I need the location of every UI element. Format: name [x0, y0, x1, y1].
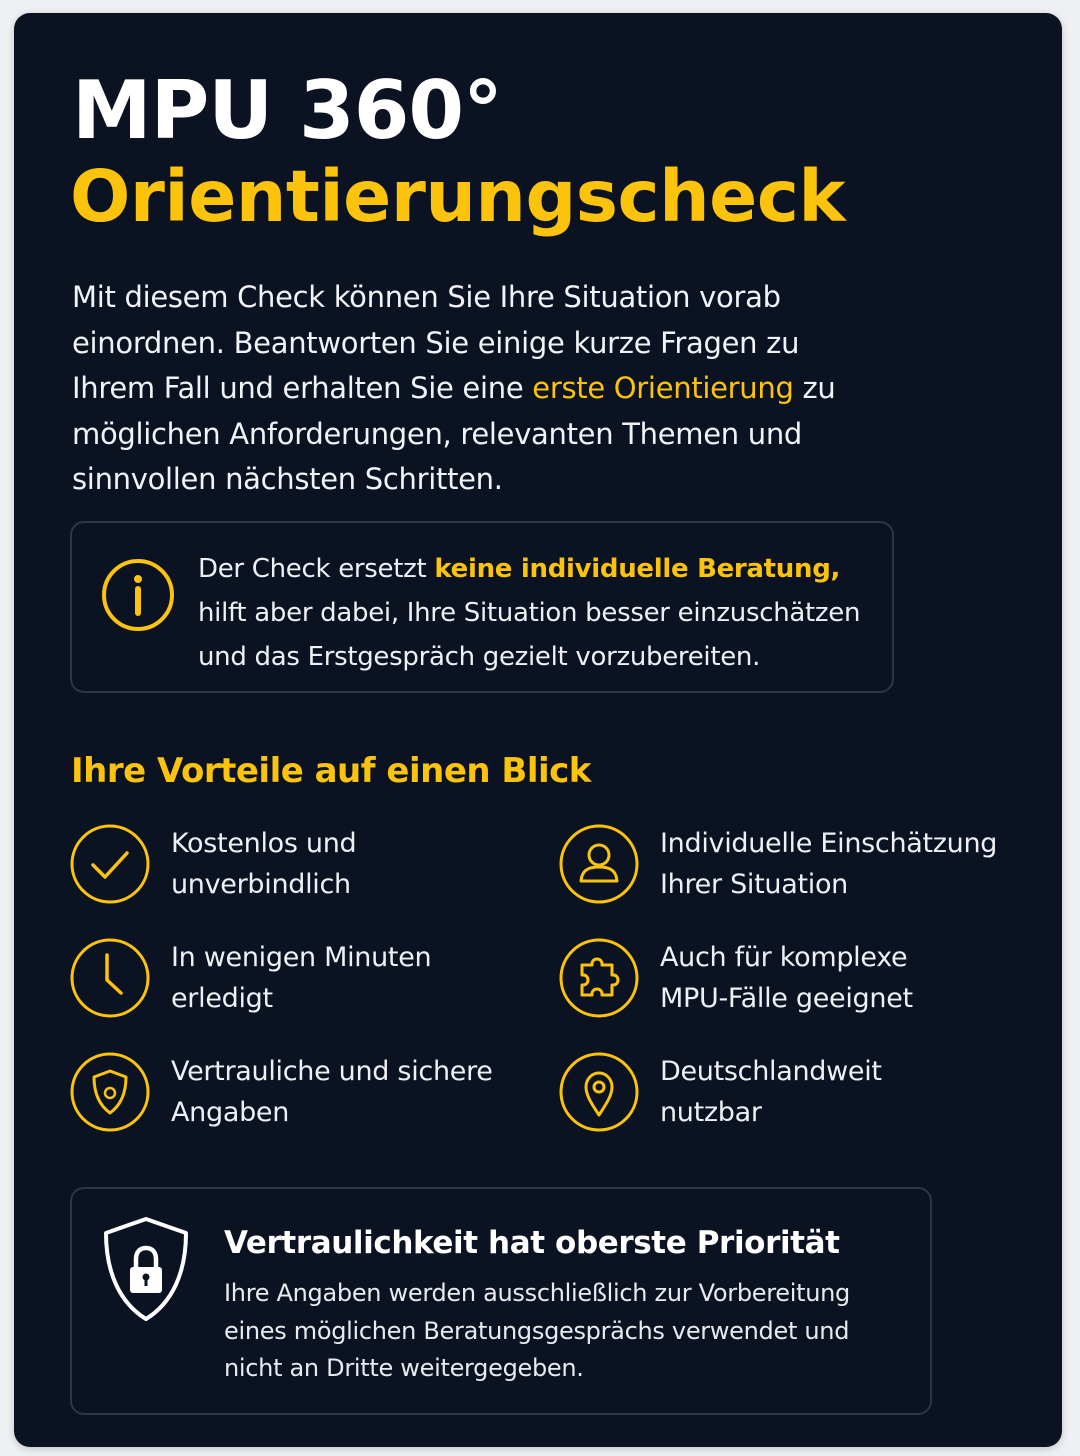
intro-text — [72, 275, 882, 503]
intro-text-end: zu möglichen Anforderungen, relevanten Themen und sinnvollen nächsten Schritten. — [72, 371, 836, 497]
benefit-item-secure — [69, 1047, 529, 1137]
benefit-text: In wenigen Minuten erledigt — [171, 942, 432, 1014]
info-note-box — [70, 521, 894, 693]
benefit-item-free — [69, 819, 529, 909]
page-title: MPU 360° — [72, 64, 503, 157]
puzzle-icon — [558, 937, 640, 1019]
benefit-text: Deutschlandweit nutzbar — [660, 1056, 882, 1128]
intro-highlight: erste Orientierung — [532, 371, 794, 406]
benefits-heading: Ihre Vorteile auf einen Blick — [71, 751, 591, 791]
benefit-text: Vertrauliche und sichere Angaben — [171, 1056, 493, 1128]
note-highlight: keine individuelle Beratung, — [434, 554, 841, 584]
orientation-check-card — [14, 13, 1062, 1447]
info-note-text — [198, 547, 888, 679]
benefit-item-quick — [69, 933, 529, 1023]
privacy-box — [70, 1187, 932, 1415]
benefit-text: Kostenlos und unverbindlich — [171, 828, 357, 900]
page-subtitle: Orientierungscheck — [70, 155, 846, 238]
info-icon — [100, 557, 176, 633]
location-pin-icon — [558, 1051, 640, 1133]
shield-icon — [69, 1051, 151, 1133]
user-icon — [558, 823, 640, 905]
intro-text-start: Mit diesem Check können Sie Ihre Situation vorab einordnen. Beantworten Sie einige kurze Fragen zu Ihrem Fall und erhalten Sie eine — [72, 280, 800, 406]
benefit-text: Auch für komplexe MPU-Fälle geeignet — [660, 942, 913, 1014]
benefit-item-complex — [558, 933, 1018, 1023]
note-text-start: Der Check ersetzt — [198, 554, 435, 584]
privacy-text: Ihre Angaben werden ausschließlich zur Vorbereitung eines möglichen Beratungsgesprächs verwendet und nicht an Dritte weitergegeben. — [224, 1279, 850, 1382]
note-text-end: hilft aber dabei, Ihre Situation besser einzuschätzen und das Erstgespräch gezielt vorzubereiten. — [198, 598, 861, 672]
benefit-item-nationwide — [558, 1047, 1018, 1137]
privacy-title: Vertraulichkeit hat oberste Priorität — [224, 1225, 840, 1261]
shield-lock-icon — [100, 1215, 192, 1325]
checkmark-icon — [69, 823, 151, 905]
benefit-item-individual — [558, 819, 1018, 909]
clock-icon — [69, 937, 151, 1019]
benefit-text: Individuelle Einschätzung Ihrer Situation — [660, 828, 998, 900]
